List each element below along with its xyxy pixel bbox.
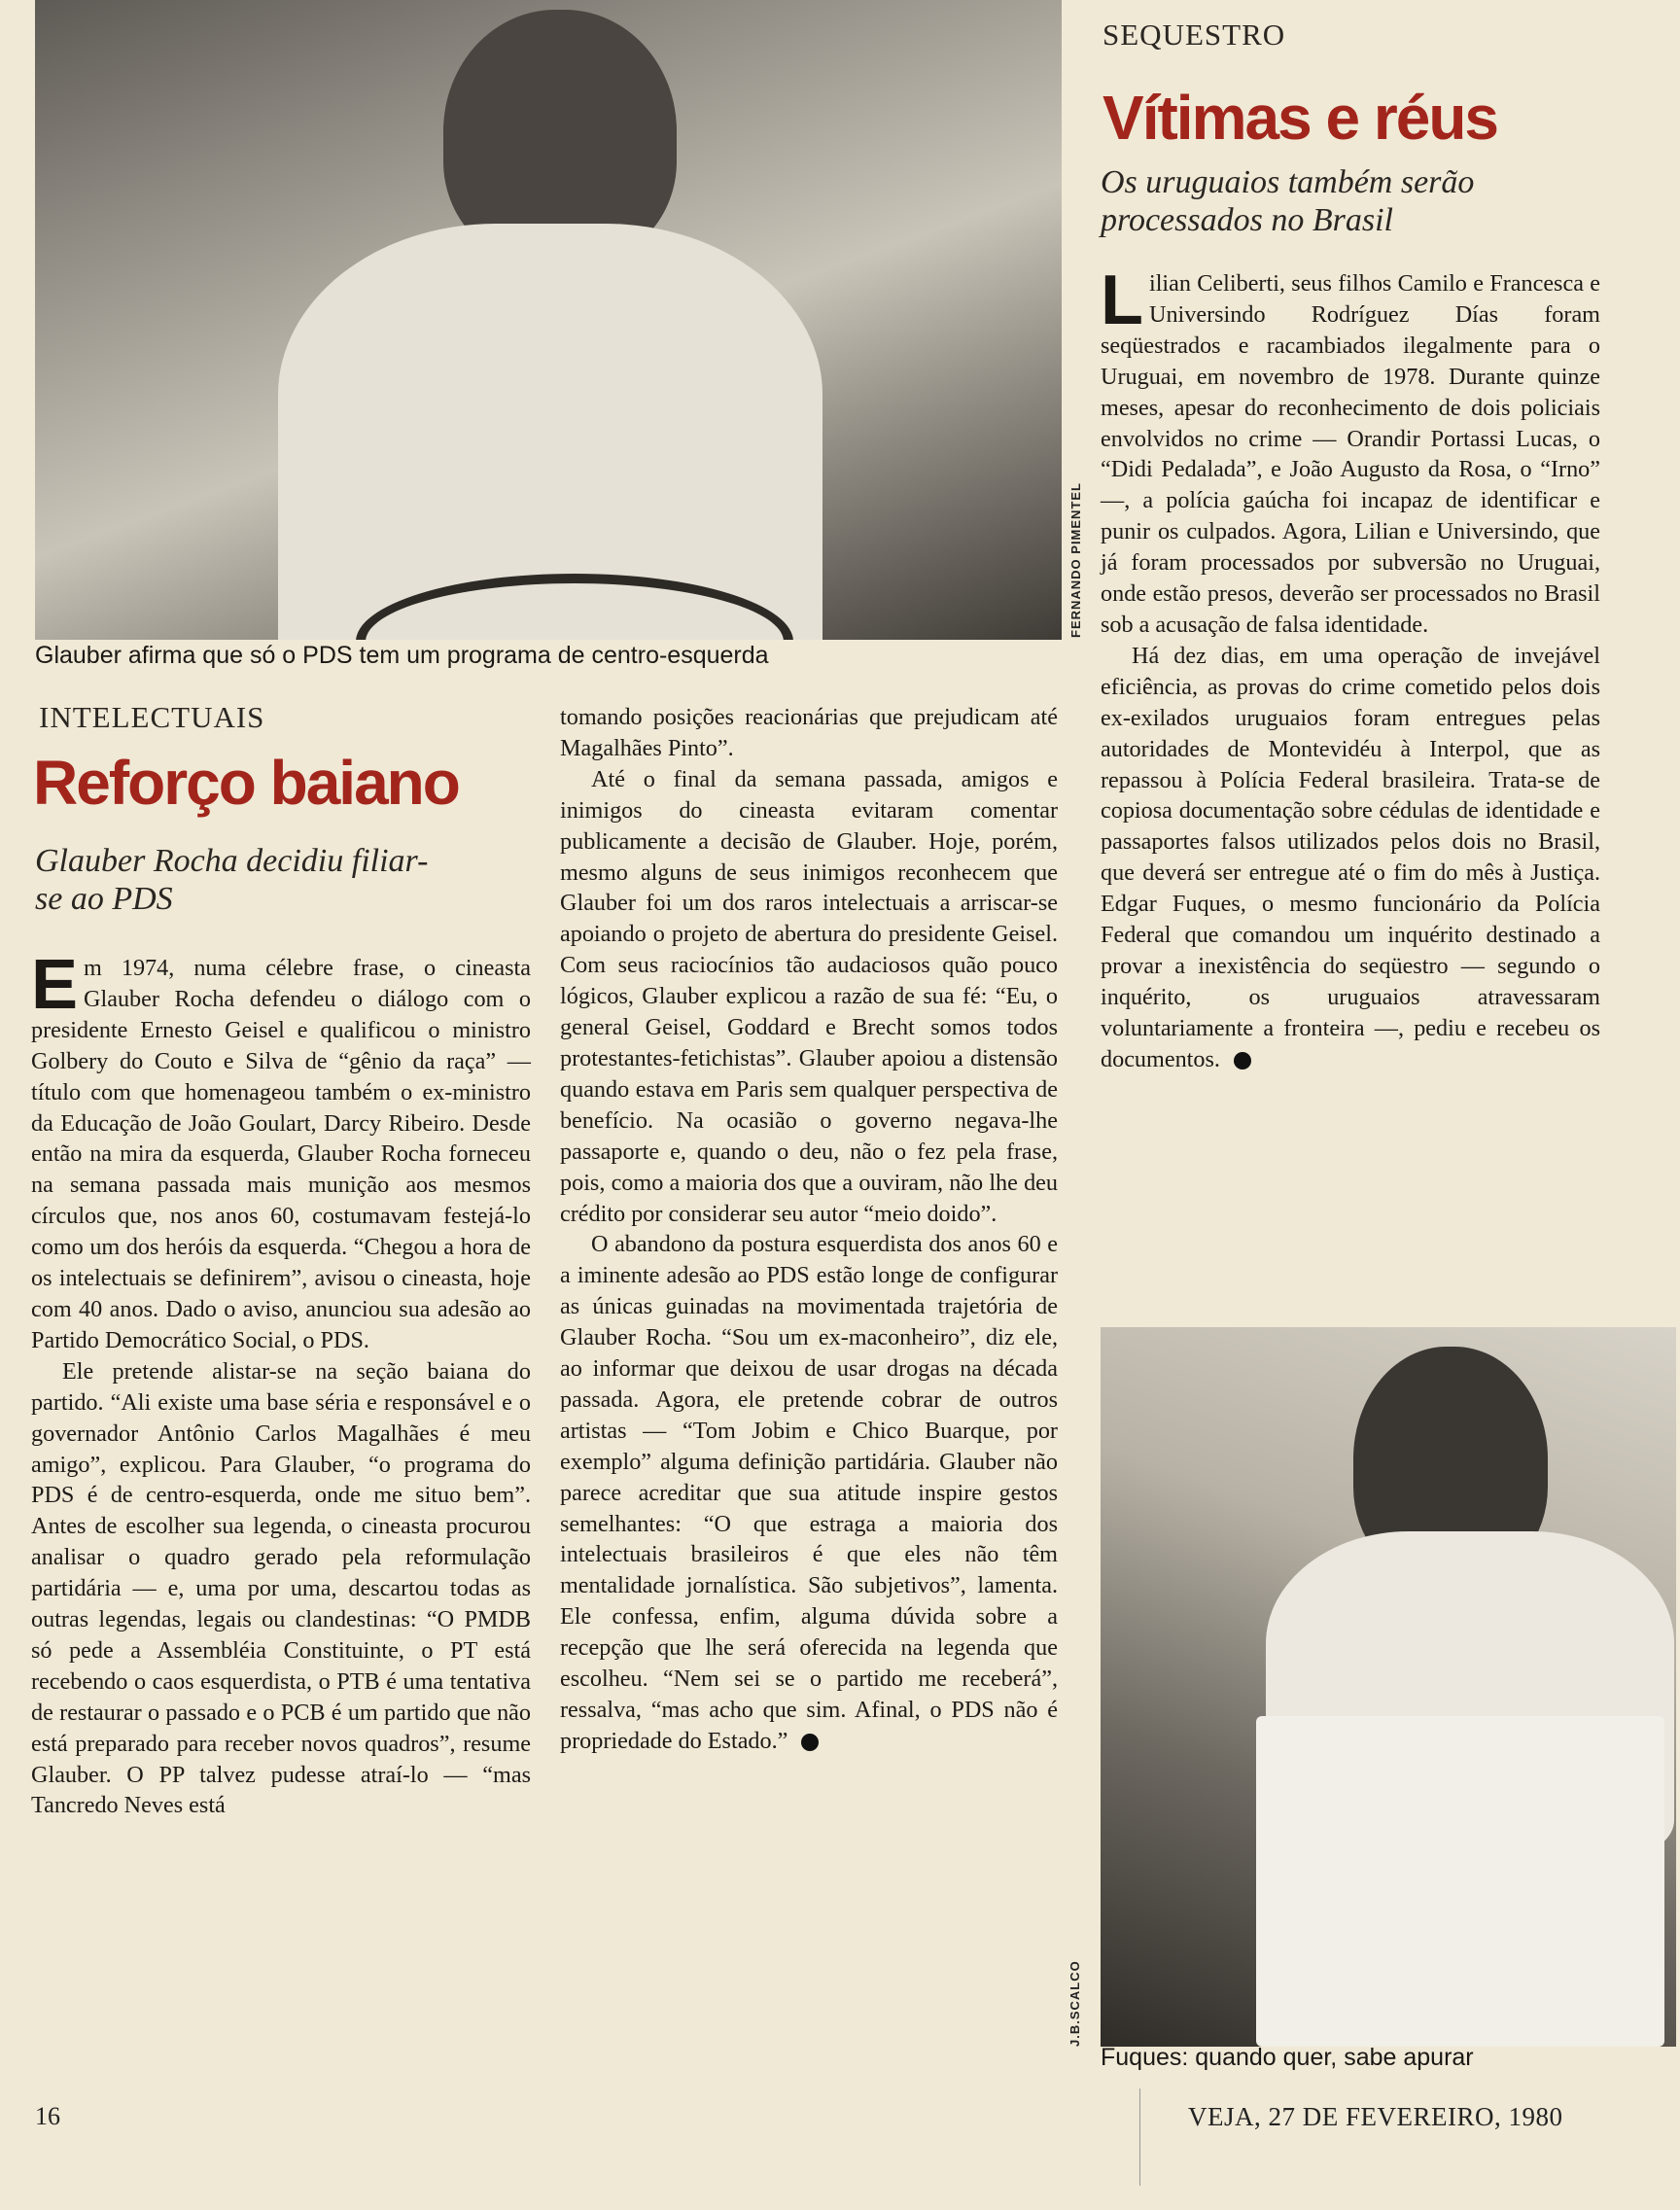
paragraph: O abandono da postura esquerdista dos anos 60 e a iminente adesão ao PDS estão longe de configurar as únicas guinadas na movimentada trajetória de Glauber Rocha. “Sou um ex-maconheiro”, diz ele, ao informar que deixou de usar drogas na década passada. Agora, ele pretende cobrar de outros artistas — “Tom Jobim e Chico Buarque, por exemplo” alguma definição partidária. Glauber não parece acreditar que sua atitude inspire gestos semelhantes: “O que estraga a maioria dos intelectuais brasileiros é que eles não têm mentalidade jornalística. São subjetivos”, lamenta. Ele confessa, enfim, alguma dúvida sobre a recepção que lhe será oferecida na legenda que escolheu. “Nem sei se o partido me receberá”, ressalva, “mas acho que sim. Afinal, o PDS não é propriedade do Estado.” bbox=[560, 1231, 1058, 1754]
photo-glauber-rocha bbox=[35, 0, 1062, 640]
paragraph: tomando posições reacionárias que prejudicam até Magalhães Pinto”. bbox=[560, 704, 1058, 761]
photo-caption-bottom: Fuques: quando quer, sabe apurar bbox=[1101, 2044, 1474, 2071]
right-article-col bbox=[1101, 262, 1600, 1075]
deck-right: Os uruguaios também serão processados no Brasil bbox=[1101, 164, 1475, 238]
page-number: 16 bbox=[35, 2102, 60, 2130]
issue-dateline: VEJA, 27 DE FEVEREIRO, 1980 bbox=[1188, 2102, 1563, 2131]
photo-credit-top: FERNANDO PIMENTEL bbox=[1068, 482, 1083, 638]
footer-divider bbox=[1139, 2088, 1140, 2186]
photo-caption-top: Glauber afirma que só o PDS tem um programa de centro-esquerda bbox=[35, 642, 769, 669]
headline-reforco-baiano: Reforço baiano bbox=[33, 748, 459, 818]
section-label-intelectuais: INTELECTUAIS bbox=[39, 700, 265, 734]
end-of-article-bullet bbox=[801, 1734, 819, 1751]
photo-credit-bottom: J.B.SCALCO bbox=[1068, 1960, 1082, 2047]
left-article-col-2 bbox=[560, 702, 1058, 1757]
dropcap: E bbox=[31, 946, 79, 1024]
section-label-sequestro: SEQUESTRO bbox=[1102, 18, 1286, 52]
paragraph: Lilian Celiberti, seus filhos Camilo e Francesca e Universindo Rodríguez Días foram seqüestrados e racambiados ilegalmente para o Uruguai, em novembro de 1978. Durante quinze meses, apesar do reconhecimento de dois policiais envolvidos no crime — Orandir Portassi Lucas, o “Didi Pedalada”, e João Augusto da Rosa, o “Irno” —, a polícia gaúcha foi incapaz de identificar e punir os culpados. Agora, Lilian e Universindo, que já foram processados por subversão no Uruguai, onde estão presos, deverão ser processados no Brasil sob a acusação de falsa identidade. bbox=[1101, 262, 1600, 638]
left-article-col-1 bbox=[31, 946, 531, 1821]
paragraph: Até o final da semana passada, amigos e inimigos do cineasta evitaram comentar publicamente a decisão de Glauber. Hoje, porém, mesmo alguns de seus inimigos reconhecem que Glauber foi um dos raros intelectuais a arriscar-se apoiando o projeto de abertura do presidente Geisel. Com seus raciocínios tão audaciosos quão pouco lógicos, Glauber explicou a razão de sua fé: “Eu, o general Geisel, Goddard e Brecht somos todos protestantes-fetichistas”. Glauber apoiou a distensão quando estava em Paris sem qualquer perspectiva de benefício. Na ocasião o governo negava-lhe passaporte e, quando o deu, não o fez pela frase, pois, como a maioria dos que a ouviram, não lhe deu crédito por considerar seu autor “meio doido”. bbox=[560, 765, 1058, 1227]
dropcap: L bbox=[1101, 262, 1143, 339]
photo-edgar-fuques bbox=[1101, 1327, 1676, 2047]
paragraph: Ele pretende alistar-se na seção baiana do partido. “Ali existe uma base séria e responsável e o governador Antônio Carlos Magalhães é meu amigo”, explicou. Para Glauber, “o programa do PDS é de centro-esquerda, onde me situo bem”. Antes de escolher sua legenda, o cineasta procurou analisar o quadro gerado pela reformulação partidária — e, uma por uma, descartou todas as outras legendas, legais ou clandestinas: “O PMDB só pede a Assembléia Constituinte, o PT está recebendo o caos esquerdista, o PTB é uma tentativa de restaurar o passado e o PCB é um partido que não está preparado para receber novos quadros”, resume Glauber. O PP talvez pudesse atraí-lo — “mas Tancredo Neves está bbox=[31, 1357, 531, 1819]
deck-left: Glauber Rocha decidiu filiar-se ao PDS bbox=[35, 843, 429, 917]
paragraph: Há dez dias, em uma operação de invejável eficiência, as provas do crime cometido pelos dois ex-exilados uruguaios foram entregues pelas autoridades de Montevidéu à Interpol, que as repassou à Polícia Federal brasileira. Trata-se de copiosa documentação sobre cédulas de identidade e passaportes falsos utilizados pelos dois no Brasil, que deverá ser entregue até o fim do mês à Justiça. Edgar Fuques, o mesmo funcionário da Polícia Federal que comandou um inquérito destinado a provar a inexistência do seqüestro — segundo o inquérito, os uruguaios atravessaram voluntariamente a fronteira —, pediu e recebeu os documentos. bbox=[1101, 642, 1600, 1072]
headline-vitimas-e-reus: Vítimas e réus bbox=[1102, 83, 1497, 153]
end-of-article-bullet bbox=[1234, 1052, 1251, 1070]
paragraph: Em 1974, numa célebre frase, o cineasta Glauber Rocha defendeu o diálogo com o presidente Ernesto Geisel e qualificou o ministro Golbery do Couto e Silva de “gênio da raça” — título com que homenageou também o ex-ministro da Educação de João Goulart, Darcy Ribeiro. Desde então na mira da esquerda, Glauber Rocha forneceu na semana passada mais munição aos mesmos círculos que, nos anos 60, costumavam festejá-lo como um dos heróis da esquerda. “Chegou a hora de os intelectuais se definirem”, avisou o cineasta, hoje com 40 anos. Dado o aviso, anunciou sua adesão ao Partido Democrático Social, o PDS. bbox=[31, 946, 531, 1353]
